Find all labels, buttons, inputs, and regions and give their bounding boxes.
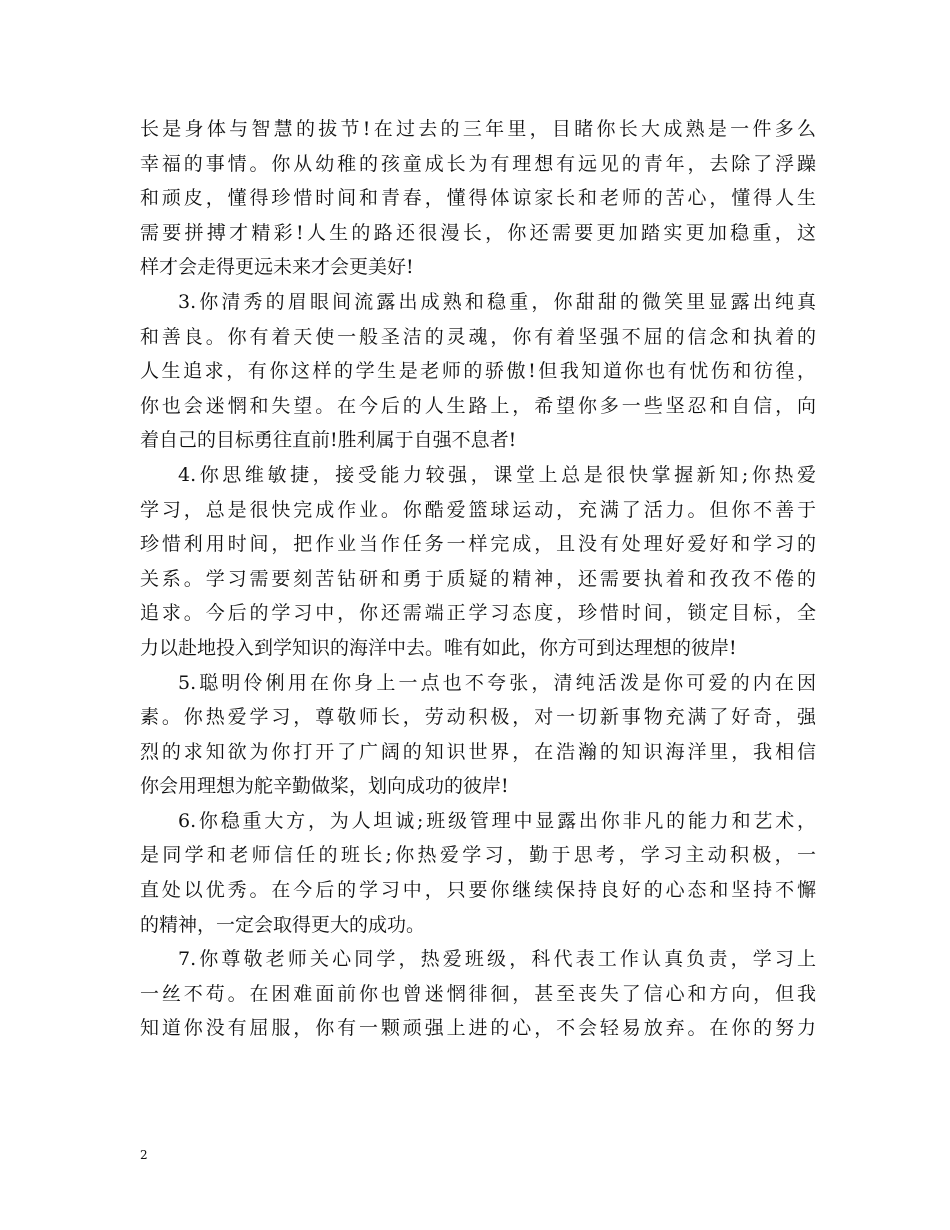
page-number: 2: [140, 1148, 148, 1162]
text-line: 长是身体与智慧的拔节!在过去的三年里，目睹你长大成熟是一件多么: [140, 118, 816, 140]
text-line: 和顽皮，懂得珍惜时间和青春，懂得体谅家长和老师的苦心，懂得人生: [140, 187, 816, 210]
text-line: 学习，总是很快完成作业。你酷爱篮球运动，充满了活力。但你不善于: [140, 498, 816, 521]
text-line: 知道你没有屈服，你有一颗顽强上进的心，不会轻易放弃。在你的努力: [140, 1017, 816, 1040]
text-line: 是同学和老师信任的班长;你热爱学习，勤于思考，学习主动积极，一: [140, 844, 816, 867]
text-line: 你会用理想为舵辛勤做桨，划向成功的彼岸!: [140, 775, 509, 798]
text-line: 关系。学习需要刻苦钻研和勇于质疑的精神，还需要执着和孜孜不倦的: [140, 567, 816, 590]
text-line: 3.你清秀的眉眼间流露出成熟和稳重，你甜甜的微笑里显露出纯真: [178, 290, 816, 313]
text-line: 珍惜利用时间，把作业当作任务一样完成，且没有处理好爱好和学习的: [140, 533, 816, 556]
text-line: 素。你热爱学习，尊敬师长，劳动积极，对一切新事物充满了好奇，强: [140, 706, 816, 729]
text-line: 需要拼搏才精彩!人生的路还很漫长，你还需要更加踏实更加稳重，这: [140, 221, 816, 244]
text-line: 样才会走得更远未来才会更美好!: [140, 256, 414, 279]
text-line: 烈的求知欲为你打开了广阔的知识世界，在浩瀚的知识海洋里，我相信: [140, 740, 816, 763]
text-line: 的精神，一定会取得更大的成功。: [140, 913, 426, 936]
text-line: 力以赴地投入到学知识的海洋中去。唯有如此，你方可到达理想的彼岸!: [140, 636, 737, 659]
text-line: 幸福的事情。你从幼稚的孩童成长为有理想有远见的青年，去除了浮躁: [140, 152, 816, 175]
text-line: 和善良。你有着天使一般圣洁的灵魂，你有着坚强不屈的信念和执着的: [140, 325, 816, 348]
text-line: 人生追求，有你这样的学生是老师的骄傲!但我知道你也有忧伤和彷徨，: [140, 360, 816, 383]
text-line: 7.你尊敬老师关心同学，热爱班级，科代表工作认真负责，学习上: [178, 948, 816, 971]
text-line: 着自己的目标勇往直前!胜利属于自强不息者!: [140, 429, 517, 452]
text-line: 直处以优秀。在今后的学习中，只要你继续保持良好的心态和坚持不懈: [140, 879, 816, 902]
text-line: 一丝不苟。在困难面前你也曾迷惘徘徊，甚至丧失了信心和方向，但我: [140, 982, 816, 1005]
text-line: 6.你稳重大方，为人坦诚;班级管理中显露出你非凡的能力和艺术，: [178, 809, 816, 832]
body-text: [140, 112, 816, 1046]
text-line: 5.聪明伶俐用在你身上一点也不夸张，清纯活泼是你可爱的内在因: [178, 671, 816, 694]
text-line: 追求。今后的学习中，你还需端正学习态度，珍惜时间，锁定目标，全: [140, 602, 816, 625]
text-line: 4.你思维敏捷，接受能力较强，课堂上总是很快掌握新知;你热爱: [178, 463, 816, 486]
text-line: 你也会迷惘和失望。在今后的人生路上，希望你多一些坚忍和自信，向: [140, 394, 816, 417]
